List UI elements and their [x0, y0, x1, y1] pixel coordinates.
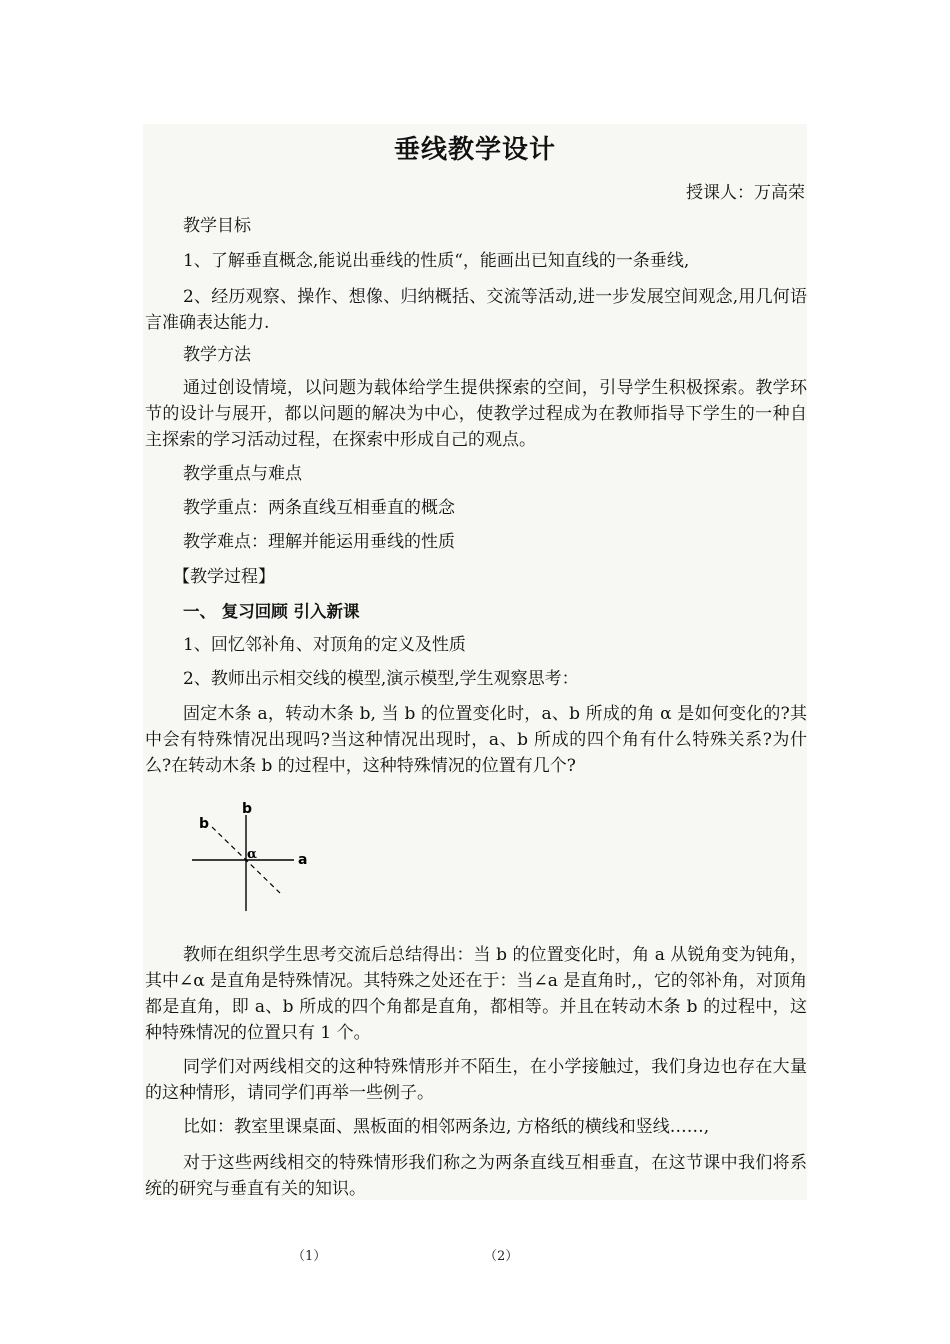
methods-paragraph: 通过创设情境，以问题为载体给学生提供探索的空间，引导学生积极探索。教学环节的设计与展开，都以问题的解决为中心，使教学过程成为在教师指导下学生的一种自主探索的学习活动过程，在探索中形成自己的观点。 [145, 378, 807, 450]
process-step-2: 2、教师出示相交线的模型,演示模型,学生观察思考： [183, 669, 579, 689]
heading-methods: 教学方法 [183, 345, 251, 365]
difficult-point: 教学难点：理解并能运用垂线的性质 [183, 532, 455, 552]
summary-paragraph: 教师在组织学生思考交流后总结得出：当 b 的位置变化时，角 a 从锐角变为钝角，其中∠α 是直角是特殊情况。其特殊之处还在于：当∠a 是直角时,，它的邻补角，对顶角都是直角，即 a、b 所成的四个角都是直角，都相等。并且在转动木条 b 的过程中，这种特殊情况的位置只有 1 个。 [145, 945, 807, 1043]
section-one-heading: 一、 复习回顾 引入新课 [183, 602, 360, 621]
objective-2: 2、经历观察、操作、想像、归纳概括、交流等活动,进一步发展空间观念,用几何语言准确表达能力. [145, 287, 807, 333]
examples-list: 比如：教室里课桌面、黑板面的相邻两条边, 方格纸的横线和竖线……, [183, 1117, 710, 1137]
author-line: 授课人：万高荣 [686, 183, 805, 203]
examples-intro: 同学们对两线相交的这种特殊情形并不陌生，在小学接触过，我们身边也存在大量的这种情形，请同学们再举一些例子。 [145, 1057, 807, 1103]
definition-paragraph: 对于这些两线相交的特殊情形我们称之为两条直线互相垂直，在这节课中我们将系统的研究与垂直有关的知识。 [145, 1153, 807, 1199]
document-title: 垂线教学设计 [393, 135, 556, 165]
question-paragraph: 固定木条 a，转动木条 b, 当 b 的位置变化时，a、b 所成的角 α 是如何变化的?其中会有特殊情况出现吗?当这种情况出现时，a、b 所成的四个角有什么特殊关系?为什么?在转动木条 b 的过程中，这种特殊情况的位置有几个? [145, 704, 807, 776]
label-a: a [298, 852, 308, 868]
label-alpha: α [247, 847, 258, 862]
label-b-dashed: b [199, 816, 210, 832]
label-b-vertical: b [242, 801, 253, 817]
process-step-1: 1、回忆邻补角、对顶角的定义及性质 [183, 635, 466, 655]
heading-objectives: 教学目标 [183, 216, 251, 236]
footer-label-1: （1） [292, 1249, 327, 1264]
heading-process: 【教学过程】 [173, 567, 275, 587]
objective-1: 1、了解垂直概念,能说出垂线的性质“，能画出已知直线的一条垂线, [183, 251, 690, 271]
heading-key-points: 教学重点与难点 [183, 464, 302, 484]
footer-label-2: （2） [484, 1249, 519, 1264]
intersecting-lines-figure [188, 797, 318, 915]
key-point: 教学重点：两条直线互相垂直的概念 [183, 498, 455, 518]
